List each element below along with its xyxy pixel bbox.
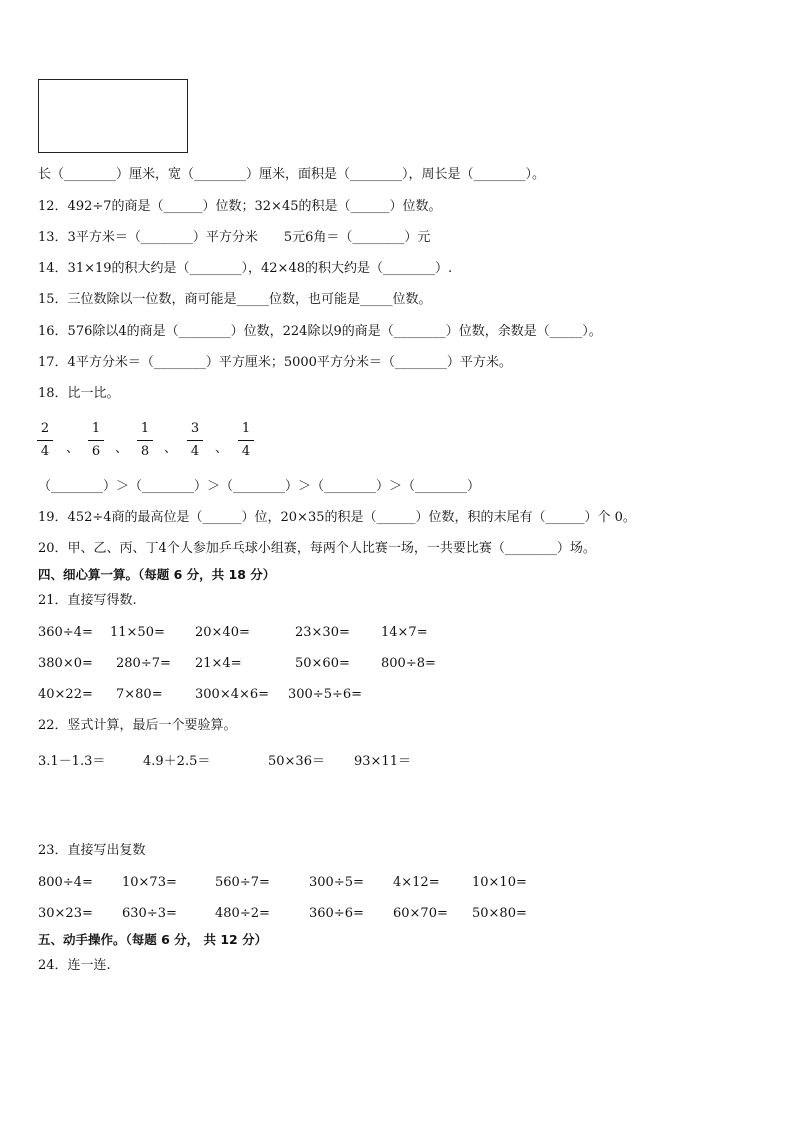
fraction <box>238 421 254 459</box>
question-20: 20．甲、乙、丙、丁4个人参加乒乓球小组赛，每两个人比赛一场，一共要比赛（________）场。 <box>38 541 596 556</box>
fraction-bar <box>137 440 153 441</box>
calc-item: 20×40= <box>195 625 250 640</box>
separator: 、 <box>215 441 229 456</box>
fraction-numerator: 3 <box>190 421 200 436</box>
calc-item: 300×4×6= <box>195 687 270 702</box>
question-18: 18．比一比。 <box>38 386 120 401</box>
calc-item: 4.9＋2.5＝ <box>143 754 211 769</box>
calc-item: 11×50= <box>110 625 165 640</box>
calc-item: 21×4= <box>195 656 242 671</box>
fraction-numerator: 2 <box>40 421 50 436</box>
fraction-bar <box>187 440 203 441</box>
calc-item: 50×60= <box>295 656 350 671</box>
question-13: 13．3平方米＝（________）平方分米 5元6角＝（________）元 <box>38 230 431 245</box>
calc-item: 630÷3= <box>122 906 177 921</box>
calc-item: 10×10= <box>472 875 527 890</box>
fraction-numerator: 1 <box>241 421 251 436</box>
calc-item: 360÷6= <box>309 906 364 921</box>
question-14: 14．31×19的积大约是（________），42×48的积大约是（________）. <box>38 261 453 276</box>
separator: 、 <box>115 441 129 456</box>
fraction-numerator: 1 <box>140 421 150 436</box>
fraction-bar <box>238 440 254 441</box>
question-23: 23．直接写出复数 <box>38 843 146 858</box>
calc-item: 800÷4= <box>38 875 93 890</box>
question-24: 24．连一连. <box>38 958 111 973</box>
calc-item: 4×12= <box>393 875 440 890</box>
calc-item: 280÷7= <box>116 656 171 671</box>
compare-line: （________）＞（________）＞（________）＞（________）＞（________） <box>38 479 481 494</box>
question-15: 15．三位数除以一位数，商可能是_____位数，也可能是_____位数。 <box>38 292 432 307</box>
section-5-heading: 五、动手操作。（每题 6 分， 共 12 分） <box>38 932 268 947</box>
fraction <box>187 421 203 459</box>
fraction-bar <box>88 440 104 441</box>
fraction <box>137 421 153 459</box>
calc-item: 800÷8= <box>381 656 436 671</box>
calc-item: 7×80= <box>116 687 163 702</box>
fraction-denominator: 4 <box>190 444 200 459</box>
calc-item: 560÷7= <box>215 875 270 890</box>
fraction-denominator: 4 <box>40 444 50 459</box>
question-22: 22．竖式计算，最后一个要验算。 <box>38 718 237 733</box>
calc-item: 480÷2= <box>215 906 270 921</box>
fraction-denominator: 4 <box>241 444 251 459</box>
fraction-bar <box>37 440 53 441</box>
calc-item: 50×36＝ <box>268 754 325 769</box>
calc-item: 93×11＝ <box>354 754 411 769</box>
fraction <box>37 421 53 459</box>
fraction-denominator: 6 <box>91 444 101 459</box>
calc-item: 40×22= <box>38 687 93 702</box>
calc-item: 14×7= <box>381 625 428 640</box>
calc-item: 360÷4= <box>38 625 93 640</box>
calc-item: 380×0= <box>38 656 93 671</box>
section-4-heading: 四、细心算一算。（每题 6 分，共 18 分） <box>38 567 276 582</box>
question-12: 12．492÷7的商是（______）位数；32×45的积是（______）位数。 <box>38 199 442 214</box>
q11-line: 长（________）厘米，宽（________）厘米，面积是（________），周长是（________）。 <box>38 167 546 182</box>
fraction <box>88 421 104 459</box>
rectangle-figure <box>38 79 188 153</box>
question-19: 19．452÷4商的最高位是（______）位，20×35的积是（______）位数，积的末尾有（______）个 0。 <box>38 510 636 525</box>
calc-item: 3.1－1.3＝ <box>38 754 106 769</box>
calc-item: 60×70= <box>393 906 448 921</box>
question-21: 21．直接写得数. <box>38 593 137 608</box>
calc-item: 10×73= <box>122 875 177 890</box>
calc-item: 23×30= <box>295 625 350 640</box>
fraction-denominator: 8 <box>140 444 150 459</box>
calc-item: 30×23= <box>38 906 93 921</box>
question-17: 17．4平方分米＝（________）平方厘米；5000平方分米＝（________）平方米。 <box>38 355 512 370</box>
separator: 、 <box>66 441 80 456</box>
calc-item: 300÷5= <box>309 875 364 890</box>
separator: 、 <box>164 441 178 456</box>
question-16: 16．576除以4的商是（________）位数，224除以9的商是（________）位数，余数是（_____）。 <box>38 324 602 339</box>
calc-item: 50×80= <box>472 906 527 921</box>
fraction-numerator: 1 <box>91 421 101 436</box>
calc-item: 300÷5÷6= <box>288 687 363 702</box>
